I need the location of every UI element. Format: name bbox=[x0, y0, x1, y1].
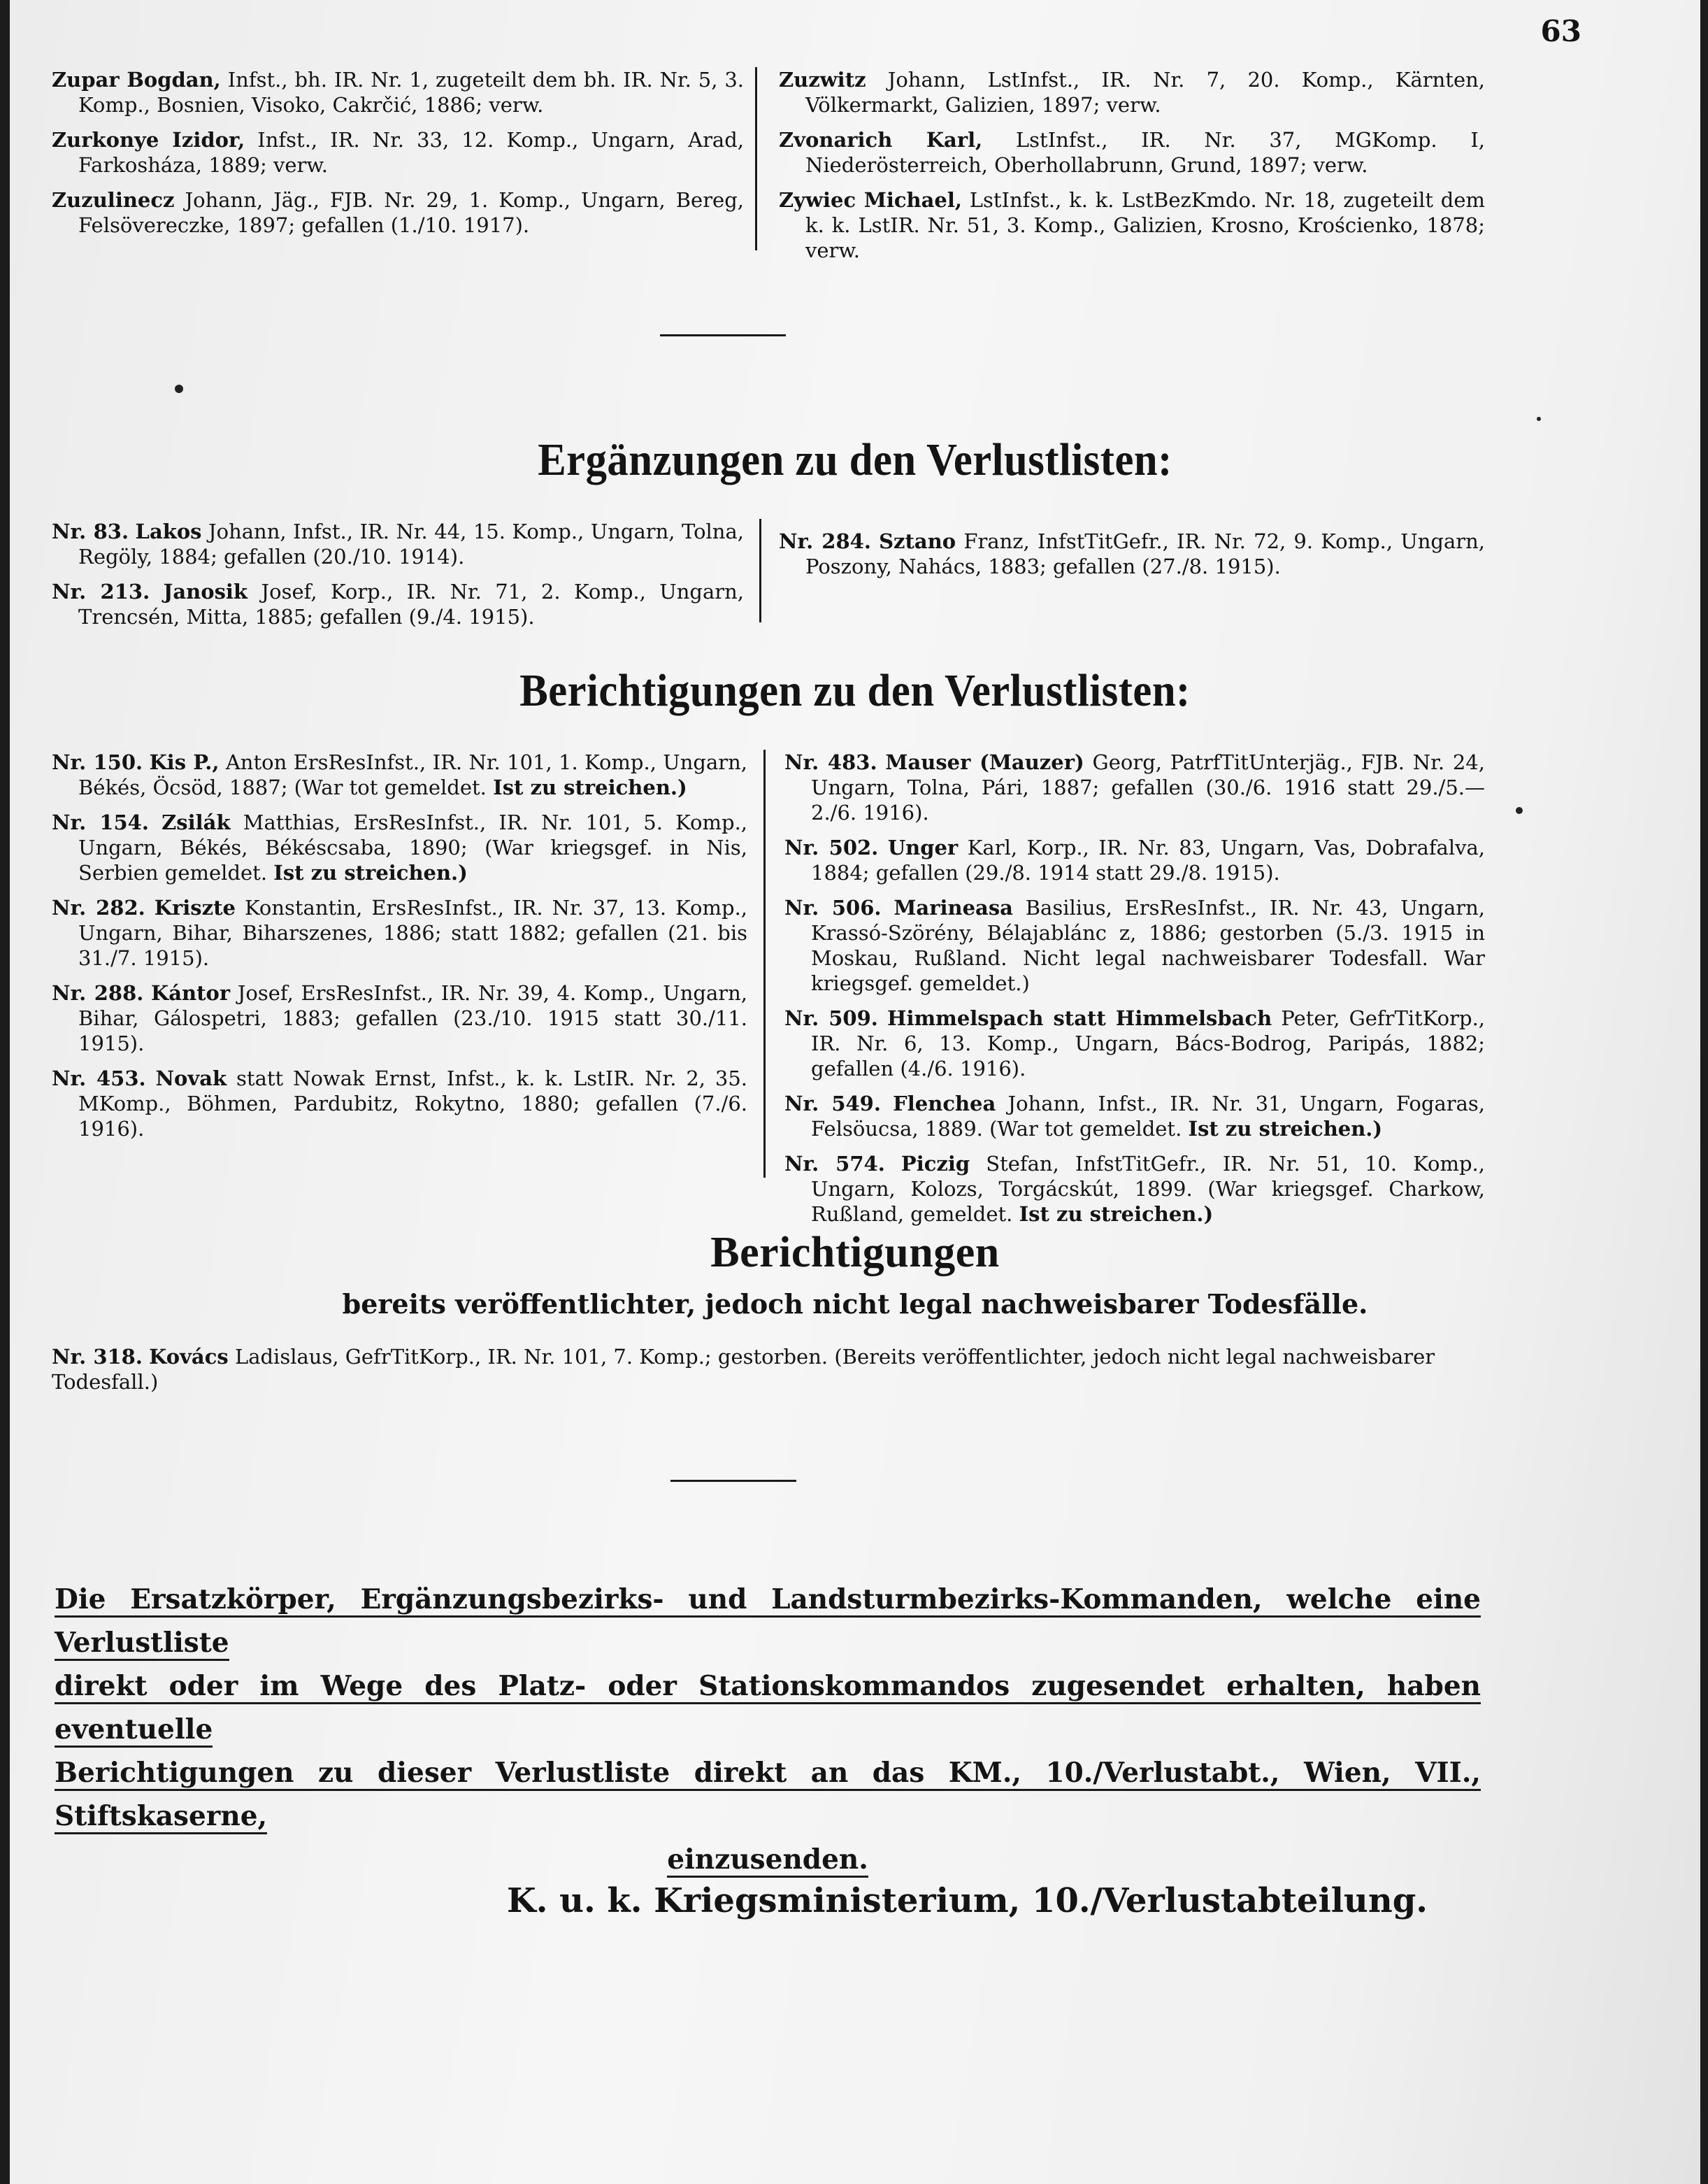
entry-text: Infst., IR. Nr. 33, 12. Komp., Ungarn, Arad, Farkosháza, 1889; verw. bbox=[78, 128, 745, 177]
entry-text: Peter, GefrTitKorp., IR. Nr. 6, 13. Komp., Ungarn, Bács-Bodrog, Paripás, 1882; gefallen (4./6. 1916). bbox=[811, 1006, 1486, 1080]
list-item bbox=[52, 579, 744, 629]
entry-text: Johann, Infst., IR. Nr. 44, 15. Komp., Ungarn, Tolna, Regöly, 1884; gefallen (20./10. 1914). bbox=[78, 520, 744, 569]
notice-line bbox=[55, 1751, 1481, 1838]
entry-number: Nr. 288. bbox=[52, 981, 144, 1005]
entry-name: Kántor bbox=[151, 981, 231, 1005]
entry-text: Josef, ErsResInfst., IR. Nr. 39, 4. Komp., Ungarn, Bihar, Gálospetri, 1883; gefallen (23./10. 1915 statt 30./11. 1915). bbox=[78, 981, 748, 1055]
list-item bbox=[52, 980, 747, 1056]
list-item bbox=[779, 187, 1485, 263]
scan-speck bbox=[175, 385, 183, 393]
list-item bbox=[52, 895, 747, 971]
entry-text: LstInfst., IR. Nr. 37, MGKomp. I, Niederösterreich, Oberhollabrunn, Grund, 1897; verw. bbox=[805, 128, 1485, 177]
entry-text: Karl, Korp., IR. Nr. 83, Ungarn, Vas, Dobrafalva, 1884; gefallen (29./8. 1914 statt 29./8. 1915). bbox=[811, 836, 1486, 885]
entry-number: Nr. 83. bbox=[52, 520, 129, 543]
signature: K. u. k. Kriegsministerium, 10./Verlustabteilung. bbox=[507, 1881, 1428, 1920]
top-right-column bbox=[779, 67, 1485, 273]
entry-name: Piczig bbox=[900, 1152, 970, 1176]
entry-name: Kriszte bbox=[154, 896, 236, 920]
entry-text: Josef, Korp., IR. Nr. 71, 2. Komp., Ungarn, Trencsén, Mitta, 1885; gefallen (9./4. 1915). bbox=[78, 580, 745, 629]
scan-speck bbox=[1537, 417, 1541, 421]
list-item bbox=[779, 127, 1485, 178]
entry-number: Nr. 318. bbox=[52, 1345, 143, 1369]
column-divider bbox=[763, 750, 766, 1178]
list-item bbox=[779, 529, 1485, 579]
list-item bbox=[52, 810, 747, 885]
ergaenzungen-left-column bbox=[52, 519, 744, 639]
strike-note: Ist zu streichen.) bbox=[1019, 1202, 1214, 1226]
entry-name: Marineasa bbox=[894, 896, 1013, 920]
notice-line bbox=[55, 1578, 1481, 1664]
entry-text: Franz, InfstTitGefr., IR. Nr. 72, 9. Komp., Ungarn, Poszony, Nahács, 1883; gefallen (27./8. 1915). bbox=[805, 529, 1486, 578]
list-item bbox=[784, 835, 1485, 885]
entry-name: Zuzulinecz bbox=[52, 188, 175, 212]
list-item bbox=[784, 1006, 1485, 1081]
page-number: 63 bbox=[1540, 14, 1581, 48]
entry-text: Ladislaus, GefrTitKorp., IR. Nr. 101, 7. Komp.; gestorben. (Bereits veröffentlichter, jedoch nicht legal nachweisbarer Todesfall.) bbox=[52, 1345, 1435, 1394]
entry-name: Zywiec Michael, bbox=[779, 188, 962, 212]
berichtigungen-right-column bbox=[784, 750, 1485, 1236]
entry-name: Sztano bbox=[879, 529, 956, 553]
entry-name: Novak bbox=[155, 1066, 227, 1090]
entry-text: Infst., bh. IR. Nr. 1, zugeteilt dem bh. IR. Nr. 5, 3. Komp., Bosnien, Visoko, Cakrčić, 1886; verw. bbox=[78, 68, 745, 117]
notice-block bbox=[55, 1578, 1481, 1881]
entry-number: Nr. 284. bbox=[779, 529, 871, 553]
section-separator bbox=[660, 334, 786, 336]
ergaenzungen-right-column bbox=[779, 529, 1485, 589]
list-item bbox=[784, 1091, 1485, 1141]
heading-ergaenzungen: Ergänzungen zu den Verlustlisten: bbox=[538, 434, 1172, 485]
entry-number: Nr. 574. bbox=[784, 1152, 885, 1176]
entry-number: Nr. 549. bbox=[784, 1092, 881, 1115]
entry-number: Nr. 506. bbox=[784, 896, 882, 920]
list-item bbox=[52, 67, 744, 117]
entry-number: Nr. 150. bbox=[52, 750, 143, 774]
entry-number: Nr. 154. bbox=[52, 811, 149, 834]
top-left-column bbox=[52, 67, 744, 248]
list-item bbox=[784, 750, 1485, 825]
list-item bbox=[784, 895, 1485, 996]
entry-text: Johann, LstInfst., IR. Nr. 7, 20. Komp., Kärnten, Völkermarkt, Galizien, 1897; verw. bbox=[805, 68, 1486, 117]
scan-speck bbox=[1516, 807, 1523, 814]
heading-berichtigungen: Berichtigungen zu den Verlustlisten: bbox=[519, 665, 1191, 716]
entry-name: Zupar Bogdan, bbox=[52, 68, 221, 92]
heading-berichtigungen-2: Berichtigungen bbox=[710, 1229, 1000, 1276]
entry-name: Flenchea bbox=[893, 1092, 996, 1115]
entry-name: Zurkonye Izidor, bbox=[52, 128, 245, 152]
list-item bbox=[784, 1151, 1485, 1227]
section-separator bbox=[670, 1480, 796, 1482]
entry-number: Nr. 213. bbox=[52, 580, 150, 604]
entry-text: Georg, PatrfTitUnterjäg., FJB. Nr. 24, Ungarn, Tolna, Pári, 1887; gefallen (30./6. 1916 statt 29./5.—2./6. 1916). bbox=[811, 750, 1486, 825]
notice-line-text: einzusenden. bbox=[667, 1843, 868, 1878]
entry-text: Johann, Infst., IR. Nr. 31, Ungarn, Fogaras, Felsöucsa, 1889. (War tot gemeldet. bbox=[811, 1092, 1485, 1141]
entry-number: Nr. 483. bbox=[784, 750, 877, 774]
entry-number: Nr. 453. bbox=[52, 1066, 146, 1090]
entry-text: Stefan, InfstTitGefr., IR. Nr. 51, 10. Komp., Ungarn, Kolozs, Torgácskút, 1899. (War kriegsgef. Charkow, Rußland, gemeldet. bbox=[811, 1152, 1485, 1226]
entry-name: Himmelspach statt Himmelsbach bbox=[887, 1006, 1272, 1030]
entry-text: Matthias, ErsResInfst., IR. Nr. 101, 5. Komp., Ungarn, Békés, Békéscsaba, 1890; (War kriegsgef. in Nis, Serbien gemeldet. bbox=[78, 811, 748, 885]
notice-line-text: Die Ersatzkörper, Ergänzungsbezirks- und Landsturmbezirks-Kommanden, welche eine Verlustliste bbox=[55, 1583, 1481, 1661]
entry-text: statt Nowak Ernst, Infst., k. k. LstIR. Nr. 2, 35. MKomp., Böhmen, Pardubitz, Rokytno, 1880; gefallen (7./6. 1916). bbox=[78, 1066, 748, 1141]
entry-name: Janosik bbox=[163, 580, 248, 604]
entry-text: Anton ErsResInfst., IR. Nr. 101, 1. Komp., Ungarn, Békés, Öcsöd, 1887; (War tot gemeldet. bbox=[78, 750, 748, 799]
entry-name: Kovács bbox=[149, 1345, 229, 1369]
entry-name: Zsilák bbox=[162, 811, 231, 834]
list-item bbox=[52, 750, 747, 800]
entry-name: Zuzwitz bbox=[779, 68, 866, 92]
list-item bbox=[52, 1066, 747, 1141]
document-page bbox=[10, 0, 1700, 2184]
entry-name: Mauser (Mauzer) bbox=[885, 750, 1084, 774]
entry-number: Nr. 509. bbox=[784, 1006, 878, 1030]
entry-text: Johann, Jäg., FJB. Nr. 29, 1. Komp., Ungarn, Bereg, Felsövereczke, 1897; gefallen (1./10. 1917). bbox=[78, 188, 745, 237]
subheading: bereits veröffentlichter, jedoch nicht legal nachweisbarer Todesfälle. bbox=[342, 1288, 1368, 1320]
notice-line-text: direkt oder im Wege des Platz- oder Stationskommandos zugesendet erhalten, haben eventuelle bbox=[55, 1670, 1481, 1748]
column-divider bbox=[759, 519, 761, 622]
list-item bbox=[52, 127, 744, 178]
entry-name: Zvonarich Karl, bbox=[779, 128, 983, 152]
entry-text: Konstantin, ErsResInfst., IR. Nr. 37, 13. Komp., Ungarn, Bihar, Biharszenes, 1886; statt 1882; gefallen (21. bis 31./7. 1915). bbox=[78, 896, 748, 970]
strike-note: Ist zu streichen.) bbox=[273, 861, 468, 885]
list-item bbox=[52, 519, 744, 569]
strike-note: Ist zu streichen.) bbox=[493, 776, 687, 799]
berichtigungen-left-column bbox=[52, 750, 747, 1151]
notice-line bbox=[55, 1838, 1481, 1881]
entry-name: Lakos bbox=[135, 520, 202, 543]
entry-name: Unger bbox=[887, 836, 959, 859]
list-item bbox=[52, 187, 744, 238]
notice-line-text: Berichtigungen zu dieser Verlustliste direkt an das KM., 10./Verlustabt., Wien, VII., Stiftskaserne, bbox=[55, 1757, 1481, 1834]
list-item bbox=[779, 67, 1485, 117]
column-divider bbox=[755, 67, 757, 250]
entry-number: Nr. 502. bbox=[784, 836, 879, 859]
list-item bbox=[52, 1344, 1492, 1394]
entry-name: Kis P., bbox=[149, 750, 220, 774]
entry-number: Nr. 282. bbox=[52, 896, 145, 920]
strike-note: Ist zu streichen.) bbox=[1188, 1117, 1383, 1141]
entry-text: LstInfst., k. k. LstBezKmdo. Nr. 18, zugeteilt dem k. k. LstIR. Nr. 51, 3. Komp., Galizien, Krosno, Krościenko, 1878; verw. bbox=[805, 188, 1486, 262]
entry-text: Basilius, ErsResInfst., IR. Nr. 43, Ungarn, Krassó-Szörény, Bélajablánc z, 1886; gestorben (5./3. 1915 in Moskau, Rußland. Nicht legal nachweisbarer Todesfall. War kriegsgef. gemeldet.) bbox=[811, 896, 1486, 995]
notice-line bbox=[55, 1664, 1481, 1751]
